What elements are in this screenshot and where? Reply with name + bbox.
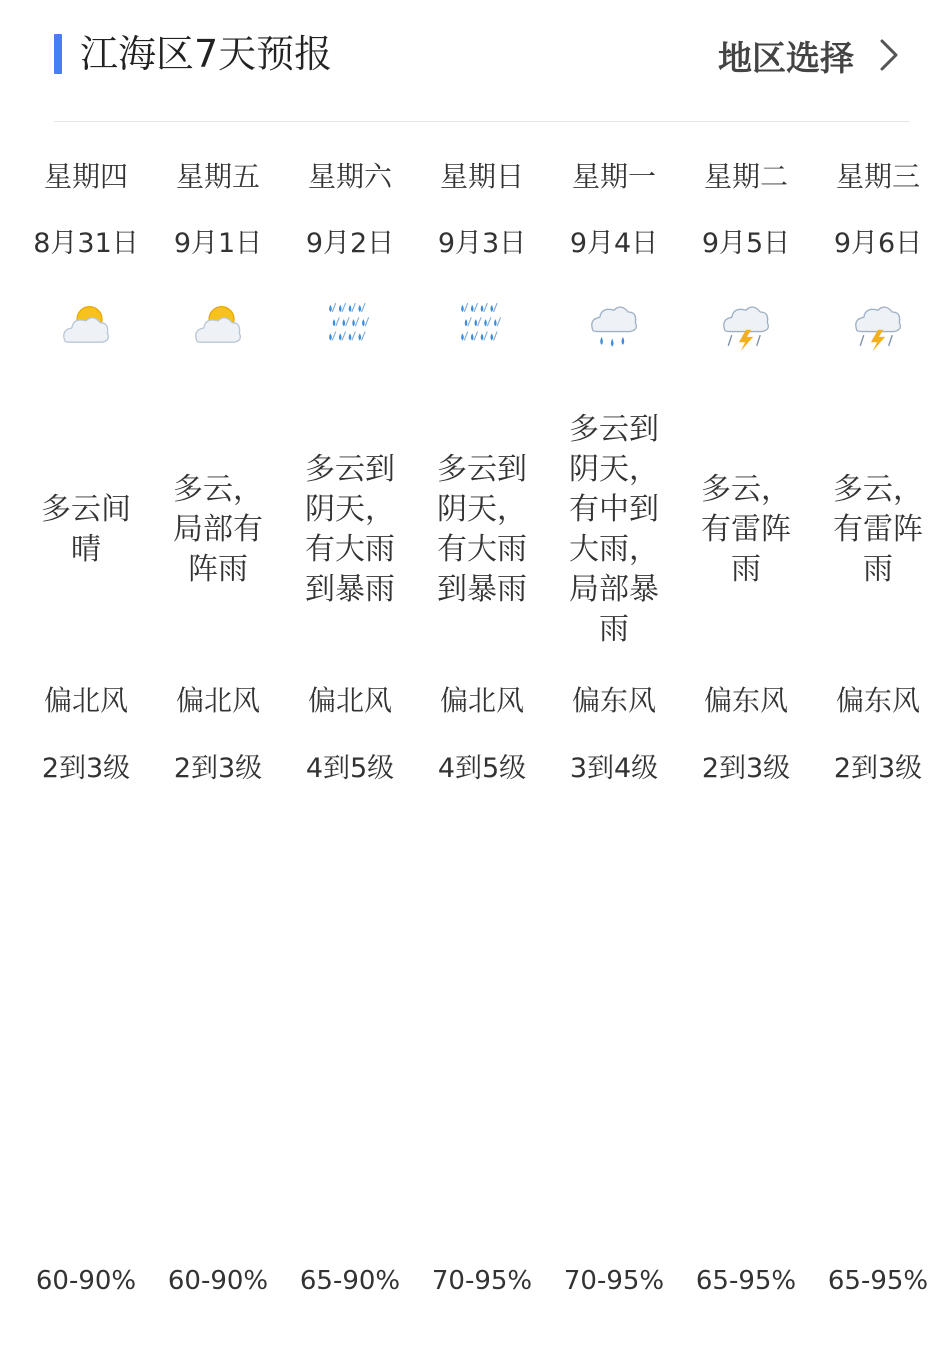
day-date: 9月3日 — [437, 228, 527, 259]
day-wind-direction: 偏北风 — [439, 684, 524, 717]
day-description-text: 多云间晴 — [41, 492, 131, 567]
day-weekday: 星期二 — [703, 160, 788, 193]
day-weekday: 星期三 — [835, 160, 920, 193]
day-humidity: 70-95% — [563, 1266, 665, 1296]
day-wind-level: 2到3级 — [701, 753, 791, 784]
day-description — [284, 400, 416, 660]
day-description-text: 多云到阴天，有中到大雨，局部暴雨 — [569, 412, 659, 647]
day-humidity: 65-90% — [299, 1266, 401, 1296]
chevron-right-icon — [876, 35, 902, 75]
day-description-text: 多云，局部有阵雨 — [173, 472, 263, 587]
forecast-header — [0, 0, 952, 122]
day-description-text: 多云到阴天，有大雨到暴雨 — [437, 452, 527, 607]
day-icon-wrapper — [680, 296, 812, 366]
region-select-label: 地区选择 — [718, 38, 854, 79]
day-description — [20, 400, 152, 660]
thunderstorm-icon — [714, 296, 778, 360]
day-icon-wrapper — [152, 296, 284, 366]
day-weekday: 星期一 — [571, 160, 656, 193]
partly-cloudy-icon — [54, 296, 118, 360]
day-wind-level: 2到3级 — [41, 753, 131, 784]
day-weekday: 星期日 — [439, 160, 524, 193]
day-weekday: 星期六 — [307, 160, 392, 193]
page-title: 江海区7天预报 — [80, 32, 333, 76]
day-wind-direction: 偏东风 — [835, 684, 920, 717]
day-date: 9月5日 — [701, 228, 791, 259]
day-date: 9月4日 — [569, 228, 659, 259]
day-description-text: 多云到阴天，有大雨到暴雨 — [305, 452, 395, 607]
day-icon-wrapper — [416, 296, 548, 366]
day-weekday: 星期五 — [175, 160, 260, 193]
day-wind-level: 2到3级 — [173, 753, 263, 784]
region-select-button[interactable] — [718, 30, 902, 80]
day-humidity: 70-95% — [431, 1266, 533, 1296]
day-icon-wrapper — [548, 296, 680, 366]
day-description — [812, 400, 944, 660]
day-date: 9月2日 — [305, 228, 395, 259]
heavy-rain-icon — [318, 296, 382, 360]
day-description-text: 多云，有雷阵雨 — [833, 472, 923, 587]
day-wind-level: 2到3级 — [833, 753, 923, 784]
rain-icon — [582, 296, 646, 360]
partly-cloudy-icon — [186, 296, 250, 360]
day-date: 9月1日 — [173, 228, 263, 259]
day-wind-direction: 偏北风 — [175, 684, 260, 717]
day-wind-direction: 偏东风 — [571, 684, 656, 717]
day-wind-direction: 偏北风 — [307, 684, 392, 717]
day-wind-level: 3到4级 — [569, 753, 659, 784]
day-humidity: 60-90% — [35, 1266, 137, 1296]
day-wind-direction: 偏东风 — [703, 684, 788, 717]
day-humidity: 60-90% — [167, 1266, 269, 1296]
day-icon-wrapper — [812, 296, 944, 366]
day-wind-level: 4到5级 — [437, 753, 527, 784]
day-weekday: 星期四 — [43, 160, 128, 193]
day-description — [152, 400, 284, 660]
title-accent-bar — [54, 34, 62, 74]
day-icon-wrapper — [284, 296, 416, 366]
day-date: 9月6日 — [833, 228, 923, 259]
day-humidity: 65-95% — [827, 1266, 929, 1296]
day-icon-wrapper — [20, 296, 152, 366]
thunderstorm-icon — [846, 296, 910, 360]
day-date: 8月31日 — [33, 228, 139, 259]
day-wind-direction: 偏北风 — [43, 684, 128, 717]
day-description — [416, 400, 548, 660]
header-divider — [54, 121, 910, 122]
day-description — [548, 400, 680, 660]
day-description-text: 多云，有雷阵雨 — [701, 472, 791, 587]
day-humidity: 65-95% — [695, 1266, 797, 1296]
day-description — [680, 400, 812, 660]
heavy-rain-icon — [450, 296, 514, 360]
temperature-chart — [0, 840, 952, 1160]
day-wind-level: 4到5级 — [305, 753, 395, 784]
